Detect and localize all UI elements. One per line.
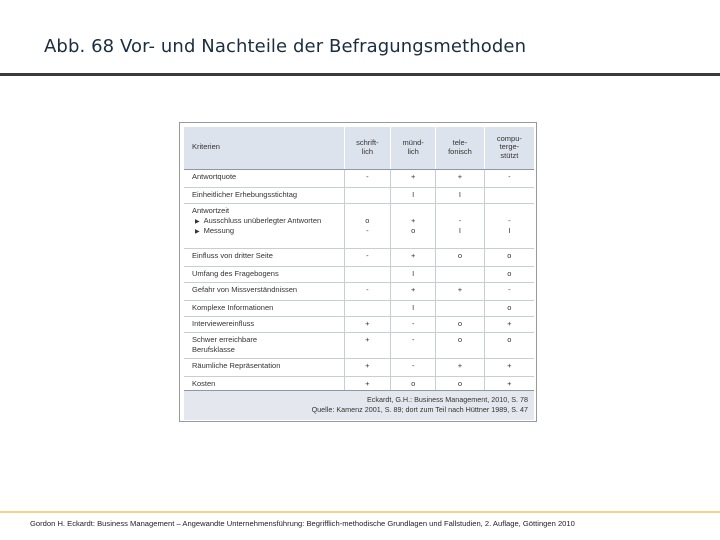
table-row xyxy=(184,248,534,266)
cell-value: I xyxy=(458,225,461,235)
table-row xyxy=(184,332,534,358)
footer-divider xyxy=(0,511,720,513)
header-text: fonisch xyxy=(448,146,472,156)
cell-value: + xyxy=(391,282,436,300)
footer-citation: Gordon H. Eckardt: Business Management – Angewandte Unternehmensführung: Begrifflich-methodische Grundlagen und Fallstudien, 2. Auflage, Göttingen 2010 xyxy=(30,519,575,528)
cell-value: + xyxy=(344,376,391,392)
cell-value: + xyxy=(436,358,485,376)
table-header-row xyxy=(184,127,534,169)
cell-value: I xyxy=(436,187,485,203)
cell-value xyxy=(436,300,485,316)
header-text: lich xyxy=(361,146,373,156)
cell-value: - xyxy=(391,358,436,376)
cell-value: o xyxy=(484,266,534,282)
cell-value: + xyxy=(436,169,485,187)
cell-value: + xyxy=(391,169,436,187)
row-label xyxy=(184,203,344,248)
cell-value: + xyxy=(344,316,391,332)
cell-value xyxy=(391,203,436,248)
table-row xyxy=(184,358,534,376)
cell-value: - xyxy=(458,215,462,225)
cell-value xyxy=(436,203,485,248)
slide-title: Abb. 68 Vor- und Nachteile der Befragungsmethoden xyxy=(44,36,527,57)
cell-value: - xyxy=(344,282,391,300)
cell-value: I xyxy=(391,187,436,203)
cell-value: o xyxy=(365,215,370,225)
row-label: Umfang des Fragebogens xyxy=(184,266,344,282)
cell-value: o xyxy=(484,248,534,266)
row-label: Kosten xyxy=(184,376,344,392)
cell-value xyxy=(484,203,534,248)
header-text: tele- xyxy=(452,138,468,148)
table-row xyxy=(184,316,534,332)
sub-item-text: Ausschluss unüberlegter Antworten xyxy=(203,215,322,225)
row-label: Einfluss von dritter Seite xyxy=(184,248,344,266)
header-kriterien: Kriterien xyxy=(184,127,344,169)
title-divider xyxy=(0,73,720,76)
header-muendlich xyxy=(391,127,436,169)
sub-item-text: Messung xyxy=(203,225,235,235)
cell-value: - xyxy=(508,215,511,225)
row-label: Räumliche Repräsentation xyxy=(184,358,344,376)
cell-value: o xyxy=(391,376,436,392)
row-label-text: Schwer erreichbare xyxy=(192,334,258,344)
table-row xyxy=(184,300,534,316)
cell-value: o xyxy=(484,332,534,358)
cell-value: + xyxy=(391,248,436,266)
row-label: Gefahr von Missverständnissen xyxy=(184,282,344,300)
cell-value: o xyxy=(436,376,485,392)
source-line: Quelle: Kamenz 2001, S. 89; dort zum Teil nach Hüttner 1989, S. 47 xyxy=(311,405,528,415)
sub-item xyxy=(192,226,341,236)
sub-item xyxy=(192,216,341,226)
cell-value: + xyxy=(436,282,485,300)
header-text: compu- xyxy=(496,133,522,143)
cell-value: - xyxy=(344,248,391,266)
triangle-bullet-icon: ▶ xyxy=(195,228,200,235)
cell-value: o xyxy=(436,248,485,266)
header-text: terge- xyxy=(499,142,520,152)
table-row xyxy=(184,266,534,282)
header-schriftlich xyxy=(344,127,391,169)
triangle-bullet-icon: ▶ xyxy=(195,218,200,225)
cell-value xyxy=(344,203,391,248)
header-text: schrift- xyxy=(356,138,379,148)
row-label-text: Berufsklasse xyxy=(192,344,235,354)
cell-value: - xyxy=(484,169,534,187)
figure-table xyxy=(179,122,537,422)
source-line: Eckardt, G.H.: Business Management, 2010, S. 78 xyxy=(366,395,528,404)
cell-value xyxy=(436,266,485,282)
cell-value: + xyxy=(484,376,534,392)
cell-value: + xyxy=(344,358,391,376)
cell-value: + xyxy=(344,332,391,358)
cell-value: - xyxy=(484,282,534,300)
header-telefonisch xyxy=(436,127,485,169)
cell-value: o xyxy=(484,300,534,316)
cell-value: - xyxy=(391,316,436,332)
row-label xyxy=(184,332,344,358)
cell-value: o xyxy=(436,316,485,332)
table-row xyxy=(184,169,534,187)
table-row xyxy=(184,203,534,248)
header-text: lich xyxy=(407,146,419,156)
cell-value xyxy=(344,187,391,203)
cell-value: - xyxy=(391,332,436,358)
cell-value: - xyxy=(344,169,391,187)
cell-value: + xyxy=(410,215,416,225)
cell-value xyxy=(484,187,534,203)
cell-value: I xyxy=(391,266,436,282)
row-label: Antwortquote xyxy=(184,169,344,187)
row-label: Komplexe Informationen xyxy=(184,300,344,316)
header-computergestuetzt xyxy=(484,127,534,169)
cell-value: I xyxy=(391,300,436,316)
table-row xyxy=(184,187,534,203)
criteria-table xyxy=(184,127,534,393)
header-text: münd- xyxy=(402,138,424,148)
row-label-text: Antwortzeit xyxy=(192,205,230,215)
cell-value: I xyxy=(508,225,511,235)
row-label: Einheitlicher Erhebungsstichtag xyxy=(184,187,344,203)
cell-value: o xyxy=(411,225,416,235)
cell-value: + xyxy=(484,358,534,376)
cell-value: + xyxy=(484,316,534,332)
cell-value xyxy=(344,266,391,282)
cell-value: - xyxy=(366,225,369,235)
row-label: Interviewereinfluss xyxy=(184,316,344,332)
cell-value xyxy=(344,300,391,316)
header-text: stützt xyxy=(500,151,519,161)
source-note xyxy=(184,390,534,420)
table-row xyxy=(184,282,534,300)
cell-value: o xyxy=(436,332,485,358)
